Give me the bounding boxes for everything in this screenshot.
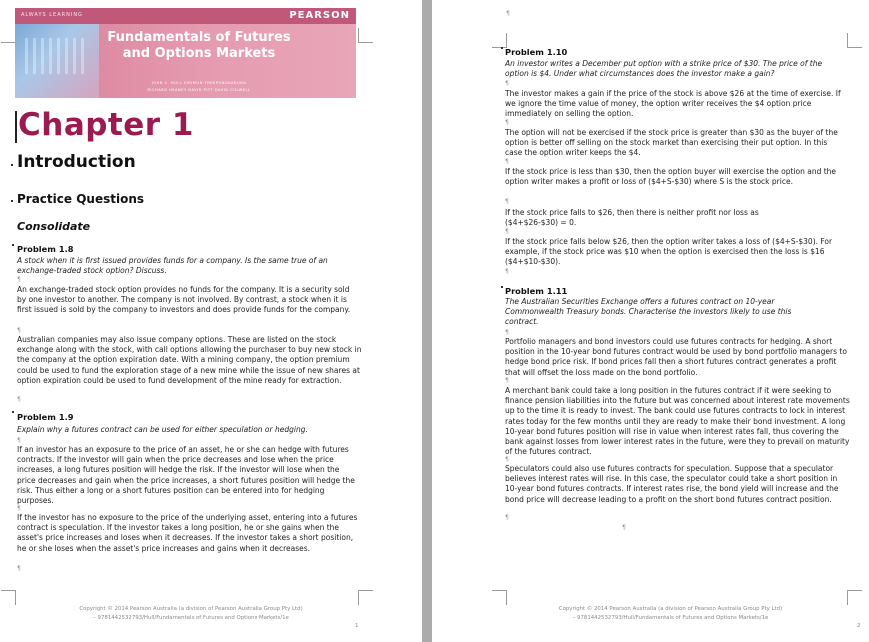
crop-mark bbox=[358, 590, 373, 605]
section-heading: Introduction bbox=[17, 152, 136, 172]
crop-mark bbox=[492, 33, 507, 48]
book-cover-banner bbox=[15, 8, 356, 98]
problem-question: The Australian Securities Exchange offers a futures contract on 10-year Commonwealth Treasury bonds. Characterise the investors likely to use this contract. bbox=[505, 297, 792, 326]
consolidate-heading: Consolidate bbox=[17, 220, 91, 233]
answer-paragraph: If the investor has no exposure to the price of the underlying asset, entering into a futures contract is speculation. If the investor takes a long position, he or she gains when the asset's price increases and loses when it decreases. If the investor takes a short position, he or she loses when the asset's price increases and gains when it decreases. bbox=[17, 513, 358, 553]
book-title: Fundamentals of Futures and Options Markets bbox=[107, 30, 291, 61]
text-cursor bbox=[15, 111, 17, 143]
answer-paragraph: If the stock price is less than $30, then the option buyer will exercise the option and the option writer makes a profit or loss of ($4+S-$30) where S is the stock price. bbox=[505, 167, 837, 187]
banner-tagline: ALWAYS LEARNING bbox=[21, 12, 83, 18]
document-page-1[interactable]: ALWAYS LEARNING PEARSON Fundamentals of Futures and Options Markets JOHN C. HULL SIRIMON TREEPONGKARUNA RICHARD HEANEY DAVID PITT DAVID COLWELL Chapter 1 Introduction Practice Questions Consolidate Problem 1.8 A stock when it is first issued provides funds for a company. Is the same true of an exchange-traded stock option? Discuss. ¶ An exchange-traded stock option provides no funds for the company. It is a security sold by one investor to another. The company is not involved. By contrast, a stock when it is first issued is sold by the company to investors and does provide funds for the company. ¶ Australian companies may also issue company options. These are listed on the stock exchange along with the stock, with call options allowing the purchaser to buy new stock in the company at the option expiration date. With a mining company, the option premium could be used to fund the exploration stage of a new mine while the issue of new shares at option expiration could be used to fund development of the mine ready for extraction. ¶ Problem 1.9 Explain why a futures contract can be used for either speculation or hedging. ¶ If an investor has an exposure to the price of an asset, he or she can hedge with futures contracts. If the investor will gain when the price decreases and lose when the price increases, a long futures position will hedge the risk. If the investor will lose when the price decreases and gain when the price increases, a short futures position will hedge the risk. Thus either a long or a short futures position can be entered into for hedging purposes. ¶ If the investor has no exposure to the price of the underlying asset, entering into a futures contract is speculation. If the investor takes a long position, he or she gains when the asset's price increases and loses when it decreases. If the investor takes a short position, he or she loses when the asset's price increases and gains when it decreases. ¶ Copyright © 2014 Pearson Australia (a division of Pearson Australia Group Pty Ltd) – 9781442532793/Hull/Fundamentals of Futures and Options Markets/1e 1 bbox=[0, 0, 422, 642]
answer-paragraph: If the stock price falls below $26, then the option writer takes a loss of ($4+S-$30). For example, if the stock price was $10 when the option is exercised then the loss is $16 ($4+$10-$30). bbox=[505, 237, 833, 267]
page-number: 2 bbox=[857, 623, 861, 629]
problem-heading: Problem 1.8 bbox=[17, 244, 74, 254]
answer-paragraph: Speculators could also use futures contracts for speculation. Suppose that a speculator believes interest rates will rise. In this case, the speculator could take a short position in 10-year bond futures contracts. If interest rates rise, the bond yield will increase and the bond price will decrease leading to a profit on the short bond futures contract position. bbox=[505, 464, 839, 504]
page-footer: Copyright © 2014 Pearson Australia (a division of Pearson Australia Group Pty Ltd) – 9781442532793/Hull/Fundamentals of Futures and Options Markets/1e bbox=[79, 606, 303, 621]
answer-paragraph: The option will not be exercised if the stock price is greater than $30 as the buyer of the option is better off selling on the stock market than exercising their put option. In this case the option writer keeps the $4. bbox=[505, 128, 838, 158]
crop-mark bbox=[847, 590, 862, 605]
problem-question: Explain why a futures contract can be used for either speculation or hedging. bbox=[17, 425, 308, 434]
answer-paragraph: A merchant bank could take a long position in the futures contract if it were seeking to finance pension liabilities into the future but was concerned about interest rate movements up to the time it is ready to invest. The bank could use futures contracts to lock in interest rates today for the few months until they are ready to make their bond investment. A long 10-year bond futures position will rise in value when interest rates fall, thus covering the bank against losses from lower interest rates in the future, were they to prevail on maturity of the futures contract. bbox=[505, 386, 850, 457]
crop-mark bbox=[358, 28, 373, 43]
document-page-2[interactable]: ¶ Problem 1.10 An investor writes a December put option with a strike price of $30. The price of the option is $4. Under what circumstances does the investor make a gain? ¶ The investor makes a gain if the price of the stock is above $26 at the time of exercise. If we ignore the time value of money, the option writer receives the $4 option price immediately on selling the option. ¶ The option will not be exercised if the stock price is greater than $30 as the buyer of the option is better off selling on the stock market than exercising their put option. In this case the option writer keeps the $4. ¶ If the stock price is less than $30, then the option buyer will exercise the option and the option writer makes a profit or loss of ($4+S-$30) where S is the stock price. ¶ If the stock price falls to $26, then there is neither profit nor loss as ($4+$26-$30) = 0. ¶ If the stock price falls below $26, then the option writer takes a loss of ($4+S-$30). For example, if the stock price was $10 when the option is exercised then the loss is $16 ($4+$10-$30). ¶ Problem 1.11 The Australian Securities Exchange offers a futures contract on 10-year Commonwealth Treasury bonds. Characterise the investors likely to use this contract. ¶ Portfolio managers and bond investors could use futures contracts for hedging. A short position in the 10-year bond futures contract would be used by bond portfolio managers to hedge bond price risk. If bond prices fall then a short futures contract generates a profit that will offset the loss made on the bond portfolio. ¶ A merchant bank could take a long position in the futures contract if it were seeking to finance pension liabilities into the future but was concerned about interest rate movements up to the time it is ready to invest. The bank could use futures contracts to lock in interest rates today for the few months until they are ready to make their bond investment. A long 10-year bond futures position will rise in value when interest rates fall, thus covering the bank against losses from lower interest rates in the future, were they to prevail on maturity of the futures contract. ¶ Speculators could also use futures contracts for speculation. Suppose that a speculator believes interest rates will rise. In this case, the speculator could take a short position in 10-year bond futures contracts. If interest rates rise, the bond yield will increase and the bond price will decrease leading to a profit on the short bond futures contract position. ¶ ¶ Copyright © 2014 Pearson Australia (a division of Pearson Australia Group Pty Ltd) – 9781442532793/Hull/Fundamentals of Futures and Options Markets/1e 2 bbox=[432, 0, 869, 642]
page-footer: Copyright © 2014 Pearson Australia (a division of Pearson Australia Group Pty Ltd) – 9781442532793/Hull/Fundamentals of Futures and Options Markets/1e bbox=[558, 606, 783, 621]
crop-mark bbox=[1, 590, 16, 605]
book-authors: JOHN C. HULL SIRIMON TREEPONGKARUNA RICHARD HEANEY DAVID PITT DAVID COLWELL bbox=[147, 81, 251, 92]
cover-artwork bbox=[15, 24, 99, 98]
page-gap bbox=[422, 0, 432, 642]
problem-heading: Problem 1.11 bbox=[505, 286, 568, 296]
problem-heading: Problem 1.9 bbox=[17, 412, 74, 422]
crop-mark bbox=[1, 28, 16, 43]
problem-heading: Problem 1.10 bbox=[505, 47, 568, 57]
practice-questions-heading: Practice Questions bbox=[17, 192, 145, 206]
answer-paragraph: Australian companies may also issue company options. These are listed on the stock exchange along with the stock, with call options allowing the purchaser to buy new stock in the company at the option expiration date. With a mining company, the option premium could be used to fund the exploration stage of a new mine while the issue of new shares at option expiration could be used to fund development of the mine ready for extraction. bbox=[17, 335, 362, 385]
problem-question: An investor writes a December put option with a strike price of $30. The price of the option is $4. Under what circumstances does the investor make a gain? bbox=[505, 59, 823, 78]
answer-paragraph: Portfolio managers and bond investors could use futures contracts for hedging. A short position in the 10-year bond futures contract would be used by bond portfolio managers to hedge bond price risk. If bond prices fall then a short futures contract generates a profit that will offset the loss made on the bond portfolio. bbox=[505, 337, 847, 377]
answer-paragraph: If an investor has an exposure to the price of an asset, he or she can hedge with futures contracts. If the investor will gain when the price decreases and lose when the price increases, a long futures position will hedge the risk. If the investor will lose when the price decreases and gain when the price increases, a short futures position will hedge the risk. Thus either a long or a short futures position can be entered into for hedging purposes. bbox=[17, 445, 355, 506]
answer-paragraph: If the stock price falls to $26, then there is neither profit nor loss as ($4+$26-$30) = 0. bbox=[505, 208, 759, 228]
answer-paragraph: The investor makes a gain if the price of the stock is above $26 at the time of exercise. If we ignore the time value of money, the option writer receives the $4 option price immediately on selling the option. bbox=[505, 89, 841, 119]
chapter-heading: Chapter 1 bbox=[18, 107, 194, 143]
page-number: 1 bbox=[355, 623, 359, 629]
crop-mark bbox=[847, 33, 862, 48]
problem-question: A stock when it is first issued provides funds for a company. Is the same true of an exchange-traded stock option? Discuss. bbox=[17, 256, 328, 275]
answer-paragraph: An exchange-traded stock option provides no funds for the company. It is a security sold by one investor to another. The company is not involved. By contrast, a stock when it is first issued is sold by the company to investors and does provide funds for the company. bbox=[17, 285, 351, 315]
crop-mark bbox=[492, 590, 507, 605]
publisher-logo: PEARSON bbox=[289, 10, 350, 21]
